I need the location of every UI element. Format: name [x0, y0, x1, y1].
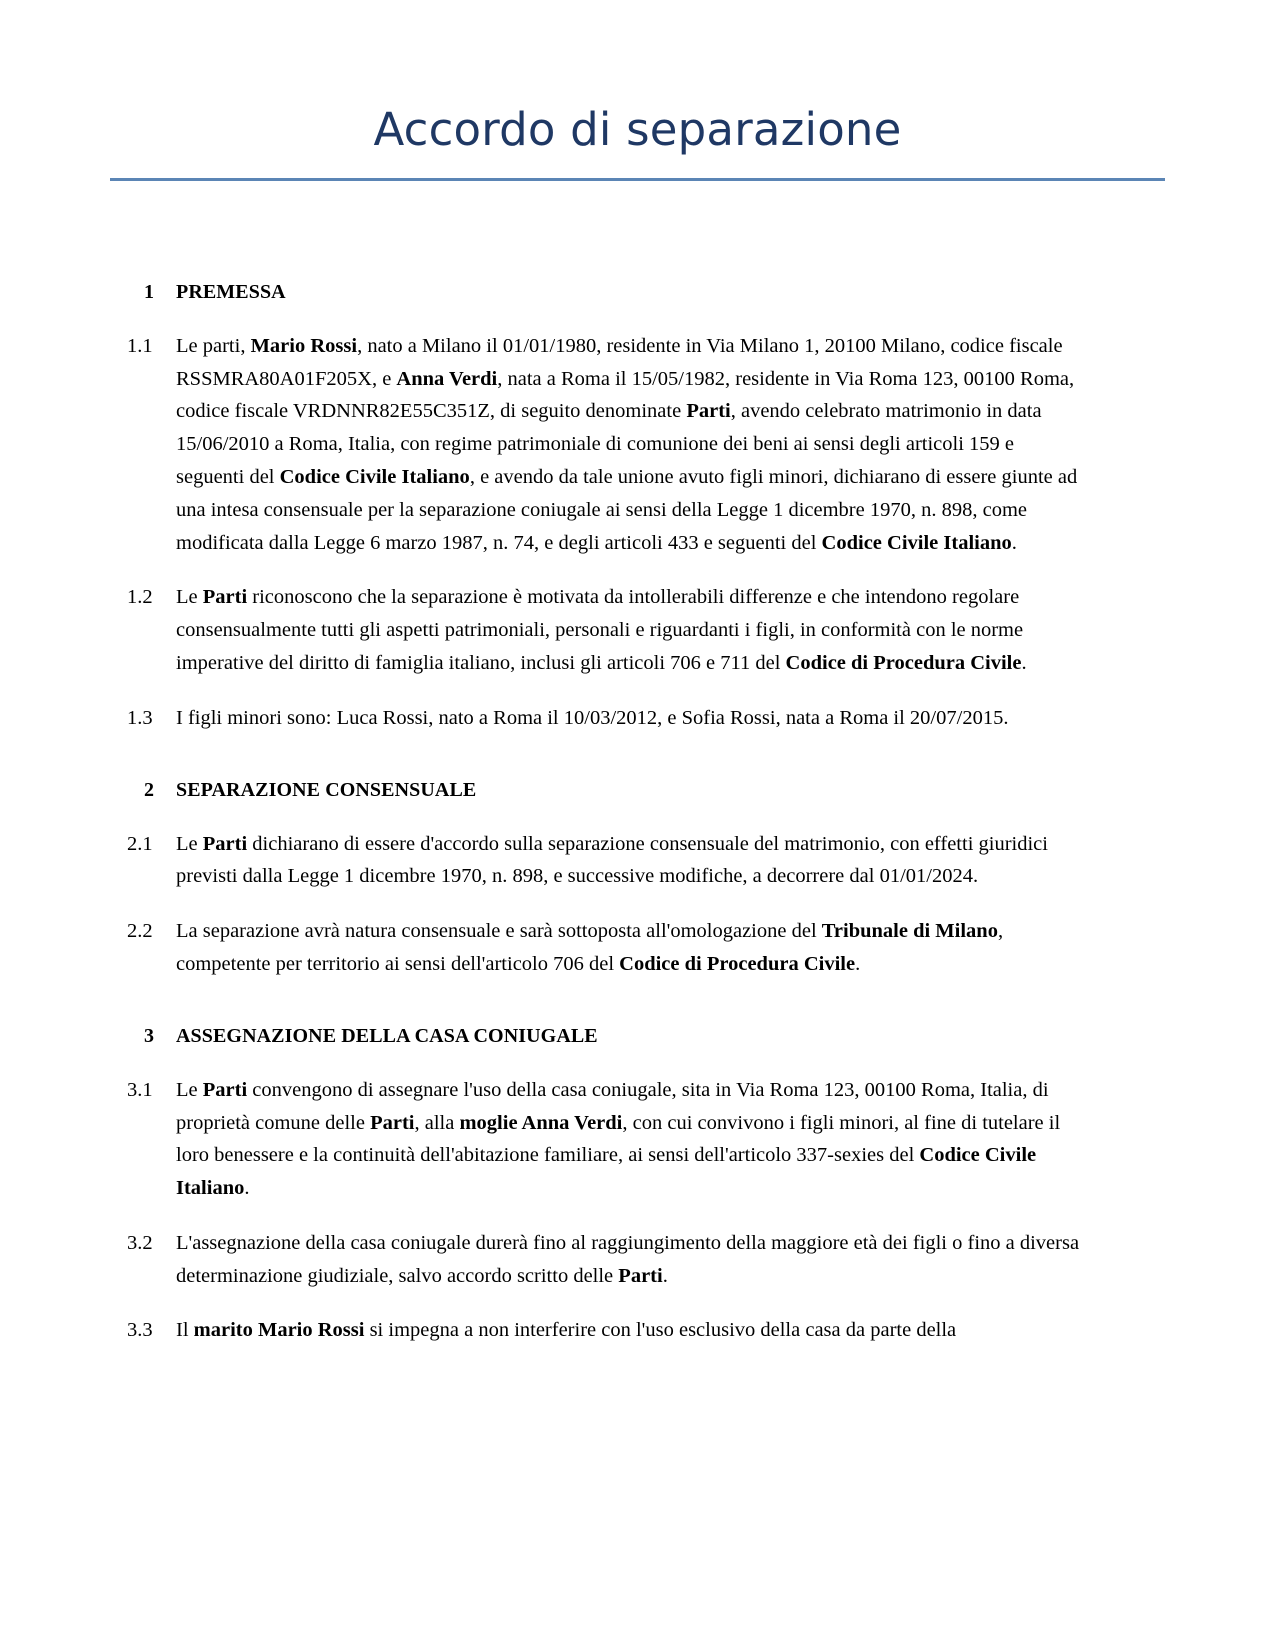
document-body — [0, 181, 1275, 1348]
clause-number: 3.3 — [127, 1319, 153, 1342]
clause-number: 3.2 — [127, 1231, 153, 1254]
clause — [118, 330, 1157, 560]
sections-container — [118, 281, 1157, 1348]
section-heading-label: PREMESSA — [176, 280, 286, 303]
clause-number: 2.1 — [127, 832, 153, 855]
clause-number: 2.2 — [127, 920, 153, 943]
section-heading-label: ASSEGNAZIONE DELLA CASA CONIUGALE — [176, 1024, 598, 1047]
clause-text: Il marito Mario Rossi si impegna a non interferire con l'uso esclusivo della casa da parte della — [176, 1319, 957, 1342]
clause — [118, 1227, 1157, 1293]
clause — [118, 1314, 1157, 1347]
clause-text: L'assegnazione della casa coniugale durerà fino al raggiungimento della maggiore età dei figli o fino a diversa determinazione giudiziale, salvo accordo scritto delle Parti. — [176, 1231, 1080, 1287]
section-heading — [118, 281, 1157, 304]
clause — [118, 1074, 1157, 1205]
clause-text: I figli minori sono: Luca Rossi, nato a Roma il 10/03/2012, e Sofia Rossi, nata a Roma il 20/07/2015. — [176, 706, 1009, 729]
clause — [118, 828, 1157, 894]
section-heading — [118, 1025, 1157, 1048]
clause-number: 1.1 — [127, 334, 153, 357]
title-block — [0, 0, 1275, 181]
clause — [118, 702, 1157, 735]
clause-text: Le parti, Mario Rossi, nato a Milano il 01/01/1980, residente in Via Milano 1, 20100 Milano, codice fiscale RSSMRA80A01F205X, e Anna Verdi, nata a Roma il 15/05/1982, residente in Via Roma 123, 00100 Roma, codice fiscale VRDNNR82E55C351Z, di seguito denominate Parti, avendo celebrato matrimonio in data 15/06/2010 a Roma, Italia, con regime patrimoniale di comunione dei beni ai sensi degli articoli 159 e seguenti del Codice Civile Italiano, e avendo da tale unione avuto figli minori, dichiarano di essere giunte ad una intesa consensuale per la separazione coniugale ai sensi della Legge 1 dicembre 1970, n. 898, come modificata dalla Legge 6 marzo 1987, n. 74, e degli articoli 433 e seguenti del Codice Civile Italiano. — [176, 334, 1078, 554]
clause-text: La separazione avrà natura consensuale e sarà sottoposta all'omologazione del Tribunale di Milano, competente per territorio ai sensi dell'articolo 706 del Codice di Procedura Civile. — [176, 920, 1004, 975]
section-number: 2 — [144, 778, 154, 801]
page-title: Accordo di separazione — [373, 103, 902, 156]
section-heading-label: SEPARAZIONE CONSENSUALE — [176, 778, 477, 801]
clause — [118, 915, 1157, 981]
clause-text: Le Parti convengono di assegnare l'uso della casa coniugale, sita in Via Roma 123, 00100 Roma, Italia, di proprietà comune delle Parti, alla moglie Anna Verdi, con cui convivono i figli minori, al fine di tutelare il loro benessere e la continuità dell'abitazione familiare, ai sensi dell'articolo 337-sexies del Codice Civile Italiano. — [176, 1078, 1061, 1200]
section — [118, 1025, 1157, 1348]
clause-text: Le Parti dichiarano di essere d'accordo sulla separazione consensuale del matrimonio, con effetti giuridici previsti dalla Legge 1 dicembre 1970, n. 898, e successive modifiche, a decorrere dal 01/01/2024. — [176, 832, 1048, 888]
section-heading — [118, 779, 1157, 802]
clause-text: Le Parti riconoscono che la separazione è motivata da intollerabili differenze e che intendono regolare consensualmente tutti gli aspetti patrimoniali, personali e riguardanti i figli, in conformità con le norme imperative del diritto di famiglia italiano, inclusi gli articoli 706 e 711 del Codice di Procedura Civile. — [176, 586, 1027, 674]
section-number: 1 — [144, 280, 154, 303]
clause-number: 3.1 — [127, 1078, 153, 1101]
clause-number: 1.2 — [127, 586, 153, 609]
clause — [118, 581, 1157, 679]
section — [118, 281, 1157, 735]
section — [118, 779, 1157, 981]
section-number: 3 — [144, 1024, 154, 1047]
clause-number: 1.3 — [127, 706, 153, 729]
